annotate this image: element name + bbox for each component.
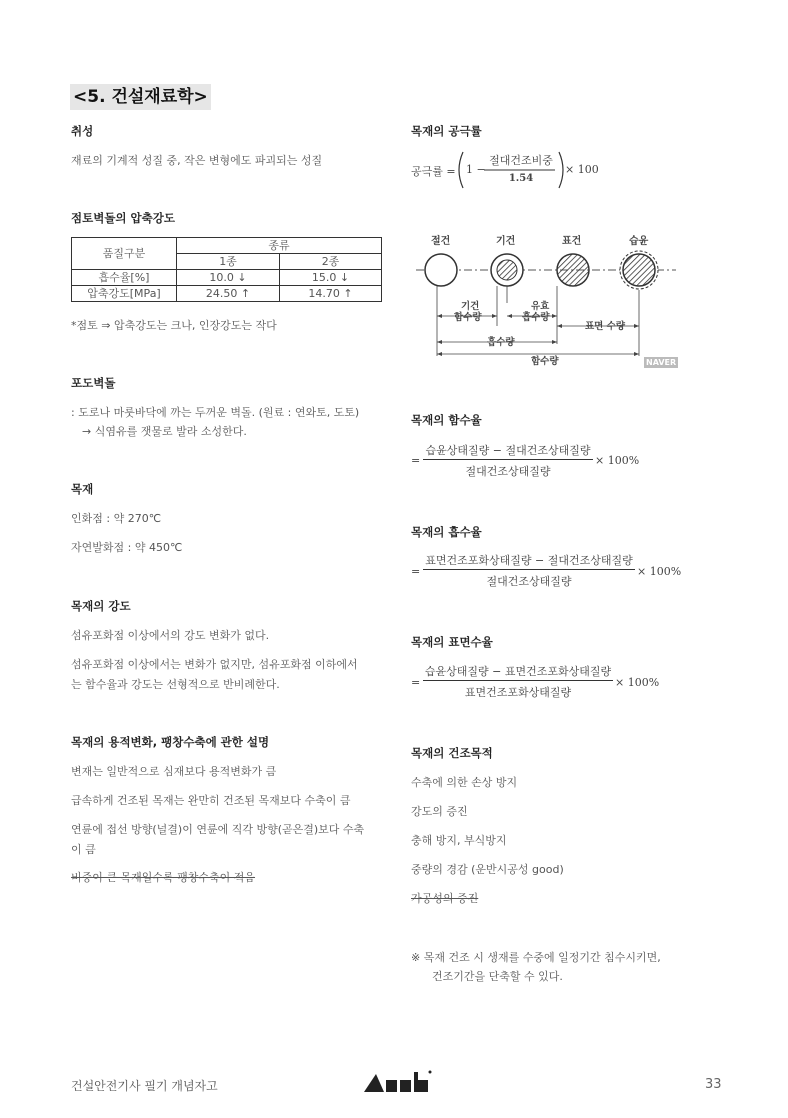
heading-porosity: 목재의 공극률 [411, 124, 482, 138]
strength-line3: 는 함수율과 강도는 선형적으로 반비례한다. [71, 678, 280, 691]
table-cell: 15.0 ↓ [280, 270, 382, 286]
diagram-label-air-water-2: 함수량 [454, 312, 482, 323]
heading-absorption: 목재의 흡수율 [411, 525, 482, 539]
diagram-label-total-water: 함수량 [531, 356, 559, 367]
table-cell: 24.50 ↑ [177, 286, 280, 302]
heading-paving-brick: 포도벽돌 [71, 376, 116, 390]
diagram-label-air-water-1: 기건 [461, 301, 480, 312]
surface-eq: = [411, 676, 421, 689]
table-row-label-absorption: 흡수율[%] [72, 270, 177, 286]
volume-line2: 급속하게 건조된 목재는 완만히 건조된 목재보다 수축이 큼 [71, 794, 351, 807]
table-row-label-strength: 압축강도[MPa] [72, 286, 177, 302]
porosity-tail: × 100 [565, 163, 599, 176]
footer-book-title: 건설안전기사 필기 개념자고 [71, 1079, 218, 1093]
heading-brittleness: 취성 [71, 124, 94, 138]
moisture-eq: = [411, 454, 421, 467]
paving-line1: : 도로나 마룻바닥에 까는 두꺼운 벽돌. (원료 : 연와토, 도토) [71, 406, 360, 419]
surface-fraction-bar [423, 680, 613, 681]
absorption-fraction-bar [423, 569, 635, 570]
clay-note: *점토 ⇒ 압축강도는 크나, 인장강도는 작다 [71, 319, 277, 332]
wood-flash-point: 인화점 : 약 270℃ [71, 512, 162, 525]
wood-ignition-point: 자연발화점 : 약 450℃ [71, 541, 183, 554]
porosity-one: 1 − [466, 163, 486, 176]
publisher-logo-icon [362, 1068, 434, 1094]
heading-wood: 목재 [71, 482, 94, 496]
drying-note-line2: 건조기간을 단축할 수 있다. [432, 970, 563, 983]
clay-brick-table [71, 237, 382, 302]
drying-line5-struck: 가공성의 증진 [411, 892, 479, 905]
porosity-numerator: 절대건조비중 [489, 154, 553, 167]
diagram-label-absolute-dry: 절건 [431, 236, 451, 247]
diagram-label-absorption: 흡수량 [487, 337, 515, 348]
porosity-lhs: 공극률 = [411, 165, 456, 178]
diagram-label-air-dry: 기건 [496, 236, 516, 247]
drying-line2: 강도의 증진 [411, 805, 468, 818]
text-brittleness: 재료의 기계적 성질 중, 작은 변형에도 파괴되는 성질 [71, 154, 323, 167]
moisture-fraction-bar [423, 459, 593, 460]
table-cell: 10.0 ↓ [177, 270, 280, 286]
diagram-label-surface-dry: 표건 [562, 236, 582, 247]
heading-drying-purpose: 목재의 건조목적 [411, 746, 493, 760]
drying-note-line1: ※ 목재 건조 시 생재를 수중에 일정기간 침수시키면, [411, 951, 661, 964]
drying-line1: 수축에 의한 손상 방지 [411, 776, 518, 789]
volume-line3: 연륜에 접선 방향(널결)이 연륜에 직각 방향(곧은결)보다 수축 [71, 823, 365, 836]
moisture-tail: × 100% [595, 454, 640, 467]
surface-denominator: 표면건조포화상태질량 [464, 686, 572, 699]
surface-dry-circle [557, 254, 589, 286]
surface-numerator: 습윤상태질량 − 표면건조포화상태질량 [424, 665, 612, 678]
moisture-numerator: 습윤상태질량 − 절대건조상태질량 [425, 444, 591, 457]
drying-line3: 충해 방지, 부식방지 [411, 834, 507, 847]
absorption-denominator: 절대건조상태질량 [486, 575, 572, 588]
heading-wood-strength: 목재의 강도 [71, 599, 131, 613]
table-header-quality: 품질구분 [72, 238, 177, 270]
air-dry-circle-inner [497, 260, 517, 280]
paving-line2: → 식염유를 잿물로 발라 소성한다. [82, 425, 247, 438]
strength-line2: 섬유포화점 이상에서는 변화가 없지만, 섬유포화점 이하에서 [71, 658, 358, 671]
wet-circle-inner [623, 254, 655, 286]
diagram-label-effective-2: 흡수량 [522, 312, 550, 323]
heading-clay-brick: 점토벽돌의 압축강도 [71, 211, 175, 225]
absorption-eq: = [411, 565, 421, 578]
diagram-label-effective-1: 유효 [531, 301, 550, 312]
surface-tail: × 100% [615, 676, 660, 689]
volume-line1: 변재는 일반적으로 심재보다 용적변화가 큼 [71, 765, 277, 778]
diagram-label-surface-water: 표면 수량 [585, 321, 626, 332]
diagram-label-wet: 습윤 [629, 236, 649, 247]
heading-surface-water: 목재의 표면수율 [411, 635, 493, 649]
table-header-class1: 1종 [177, 254, 280, 270]
moisture-denominator: 절대건조상태질량 [465, 465, 551, 478]
table-header-kind: 종류 [177, 238, 382, 254]
heading-volume-change: 목재의 용적변화, 팽창수축에 관한 설명 [71, 735, 270, 749]
page-number: 33 [705, 1077, 722, 1092]
table-cell: 14.70 ↑ [280, 286, 382, 302]
absorption-numerator: 표면건조포화상태질량 − 절대건조상태질량 [425, 554, 633, 567]
heading-moisture-content: 목재의 함수율 [411, 413, 482, 427]
volume-line5-struck: 비중이 큰 목재일수록 팽창수축이 적음 [71, 871, 256, 884]
absorption-tail: × 100% [637, 565, 682, 578]
absolute-dry-circle [425, 254, 457, 286]
naver-watermark: NAVER [646, 358, 677, 367]
porosity-denominator: 1.54 [508, 173, 534, 184]
strength-line1: 섬유포화점 이상에서의 강도 변화가 없다. [71, 629, 270, 642]
section-title: <5. 건설재료학> [70, 84, 211, 110]
table-header-class2: 2종 [280, 254, 382, 270]
volume-line4: 이 큼 [71, 843, 96, 856]
drying-line4: 중량의 경감 (운반시공성 good) [411, 863, 564, 876]
